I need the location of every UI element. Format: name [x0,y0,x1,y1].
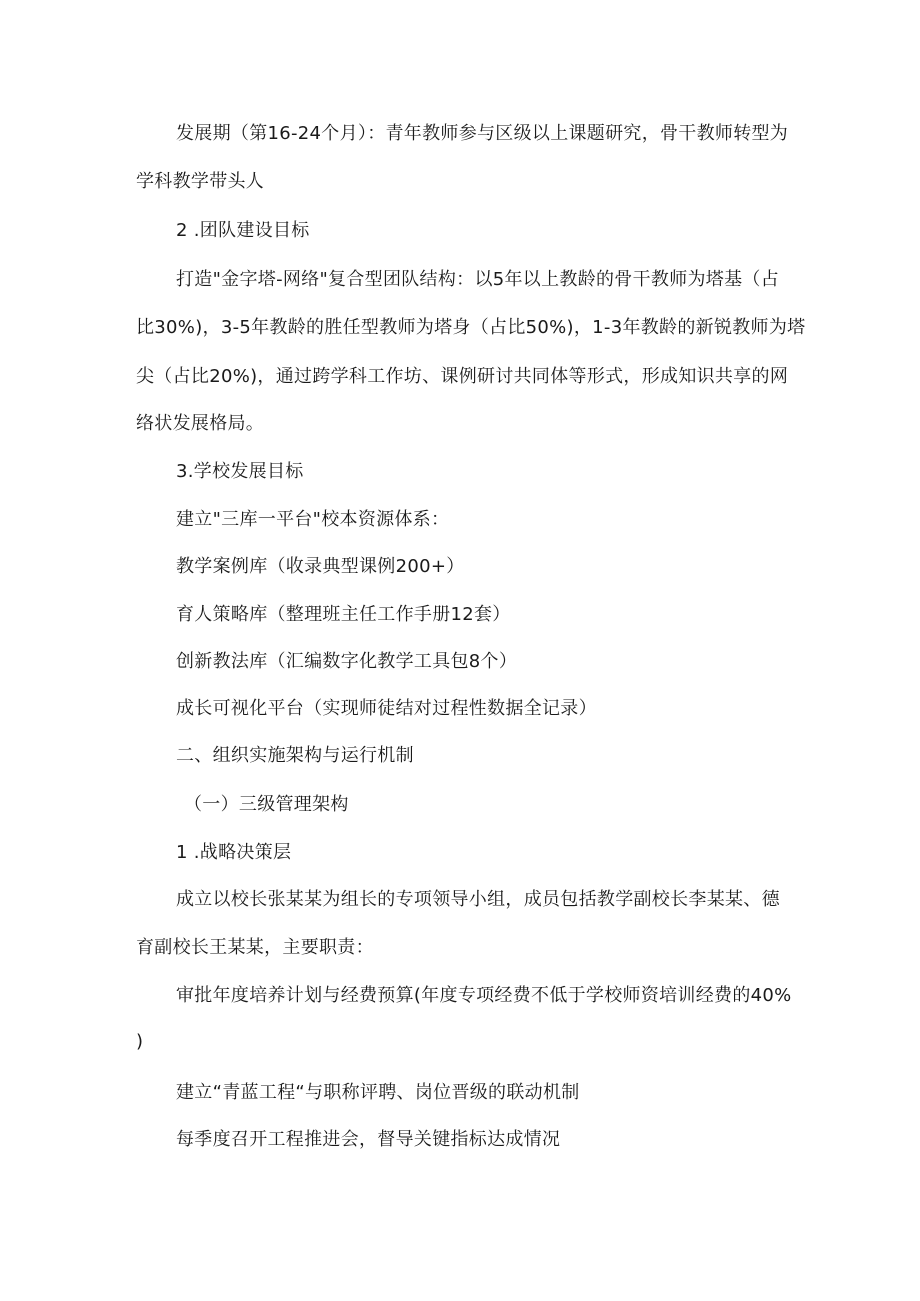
paragraph-development-phase-cont: 学科教学带头人 [136,171,265,192]
list-item-linkage-mechanism: 建立“青蓝工程“与职称评聘、岗位晋级的联动机制 [176,1082,580,1103]
paragraph-team-structure-cont-3: 络状发展格局。 [136,413,265,434]
paragraph-resource-system: 建立"三库一平台"校本资源体系： [176,509,450,530]
list-item-quarterly-meeting: 每季度召开工程推进会，督导关键指标达成情况 [176,1129,561,1150]
list-item-approve-budget: 审批年度培养计划与经费预算(年度专项经费不低于学校师资培训经费的40% [176,985,792,1006]
paragraph-team-structure-cont-1: 比30%)，3-5年教龄的胜任型教师为塔身（占比50%)，1-3年教龄的新锐教师为塔 [136,317,806,338]
paragraph-leadership-group-cont: 育副校长王某某，主要职责： [136,937,374,958]
paragraph-development-phase: 发展期（第16-24个月）：青年教师参与区级以上课题研究，骨干教师转型为 [176,123,789,144]
list-item-case-library: 教学案例库（收录典型课例200+） [176,556,465,577]
list-item-approve-budget-cont: ) [136,1031,144,1052]
heading-school-development-goal: 3.学校发展目标 [176,461,304,482]
paragraph-team-structure-cont-2: 尖（占比20%)，通过跨学科工作坊、课例研讨共同体等形式，形成知识共享的网 [136,366,789,387]
paragraph-leadership-group: 成立以校长张某某为组长的专项领导小组，成员包括教学副校长李某某、德 [176,889,780,910]
paragraph-team-structure: 打造"金字塔-网络"复合型团队结构：以5年以上教龄的骨干教师为塔基（占 [176,269,780,290]
list-item-visual-platform: 成长可视化平台（实现师徒结对过程性数据全记录） [176,698,597,719]
list-item-strategy-library: 育人策略库（整理班主任工作手册12套） [176,604,511,625]
heading-strategic-decision-layer: 1 .战略决策层 [176,842,292,863]
list-item-method-library: 创新教法库（汇编数字化教学工具包8个） [176,651,518,672]
heading-management-structure: （一）三级管理架构 [184,794,349,815]
heading-team-building-goal: 2 .团队建设目标 [176,220,310,241]
heading-section-two: 二、组织实施架构与运行机制 [176,745,414,766]
